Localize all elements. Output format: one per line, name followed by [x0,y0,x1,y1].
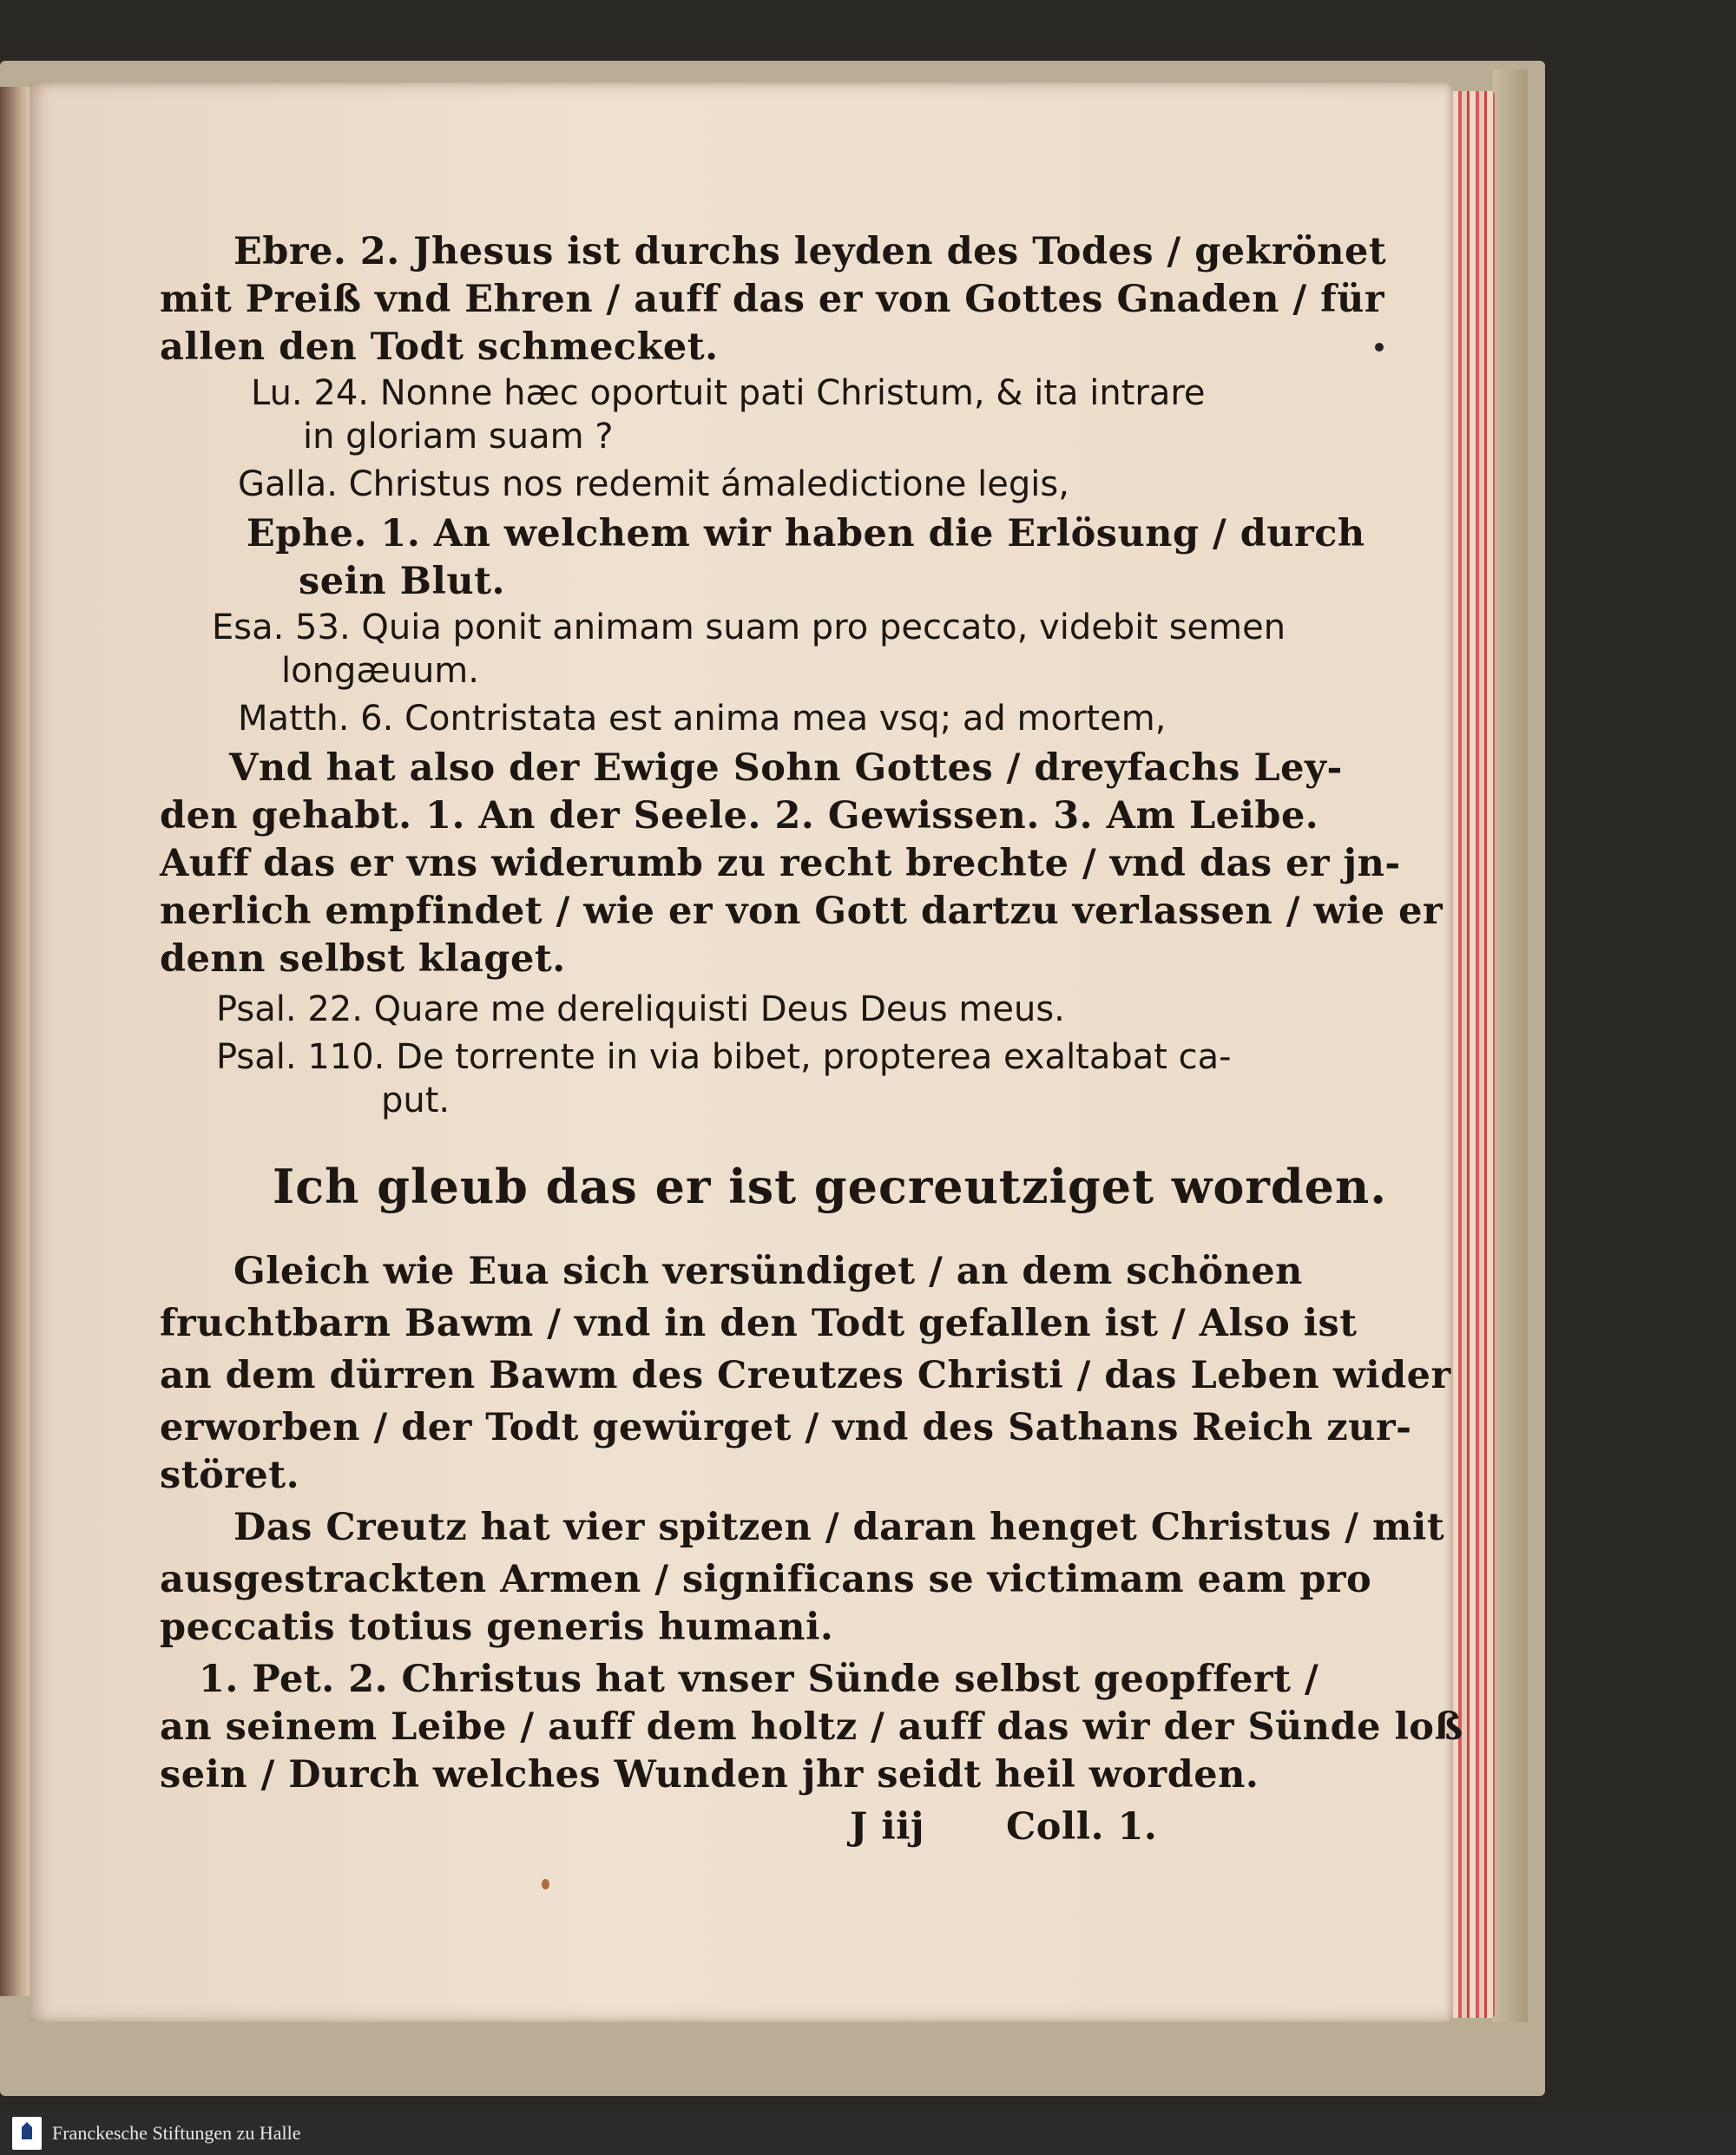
text-line: longæuum. [281,651,479,691]
text-line: erworben / der Todt gewürget / vnd des Sathans Reich zur- [160,1406,1412,1449]
signature-mark: J iij [850,1805,925,1849]
text-line: Matth. 6. Contristata est anima mea vsq; ad mortem, [238,699,1167,739]
text-line: Esa. 53. Quia ponit animam suam pro peccato, videbit semen [212,608,1286,647]
text-line: Psal. 110. De torrente in via bibet, propterea exaltabat ca- [216,1037,1232,1077]
text-line: störet. [160,1454,300,1497]
text-line: Vnd hat also der Ewige Sohn Gottes / dreyfachs Ley- [229,746,1343,790]
text-line: nerlich empfindet / wie er von Gott dartzu verlassen / wie er [160,890,1443,933]
text-line: Galla. Christus nos redemit ámaledictione legis, [238,464,1069,504]
section-heading: Ich gleub das er ist gecreutziget worden. [273,1159,1388,1214]
book-cover-edge [1493,69,1528,2022]
text-line: Lu. 24. Nonne hæc oportuit pati Christum, & ita intrare [251,373,1206,413]
ink-speck [1375,343,1384,352]
text-line: sein Blut. [299,560,505,603]
text-line: denn selbst klaget. [160,937,566,981]
text-line: put. [381,1081,450,1120]
text-line: Auff das er vns widerumb zu recht brechte / vnd das er jn- [160,842,1401,885]
text-line: Psal. 22. Quare me dereliquisti Deus Deus meus. [216,989,1065,1029]
text-line: Das Creutz hat vier spitzen / daran henget Christus / mit [233,1506,1445,1549]
text-line: mit Preiß vnd Ehren / auff das er von Gottes Gnaden / für [160,278,1385,321]
text-line: Ebre. 2. Jhesus ist durchs leyden des Todes / gekrönet [233,230,1387,273]
text-line: Gleich wie Eua sich versündiget / an dem schönen [233,1250,1303,1293]
facing-page-edge [0,87,30,1996]
text-line: 1. Pet. 2. Christus hat vnser Sünde selbst geopffert / [199,1658,1319,1701]
text-line: fruchtbarn Bawm / vnd in den Todt gefallen ist / Also ist [160,1302,1358,1345]
footer-institution-label: Franckesche Stiftungen zu Halle [52,2122,301,2144]
institution-logo-icon [12,2117,42,2150]
text-line: an dem dürren Bawm des Creutzes Christi / das Leben wider [160,1354,1451,1397]
text-line: allen den Todt schmecket. [160,325,719,369]
book-page [30,82,1463,2022]
text-line: den gehabt. 1. An der Seele. 2. Gewissen. 3. Am Leibe. [160,794,1319,838]
text-line: Ephe. 1. An welchem wir haben die Erlösung / durch [247,512,1365,555]
text-line: in gloriam suam ? [303,417,614,457]
text-line: sein / Durch welches Wunden jhr seidt heil worden. [160,1753,1259,1797]
footer-bar [0,2112,1736,2155]
catchword: Coll. 1. [1006,1805,1158,1849]
text-line: ausgestrackten Armen / significans se victimam eam pro [160,1558,1372,1601]
text-line: an seinem Leibe / auff dem holtz / auff das wir der Sünde loß [160,1705,1463,1749]
paper-stain [542,1879,549,1889]
text-line: peccatis totius generis humani. [160,1606,834,1649]
